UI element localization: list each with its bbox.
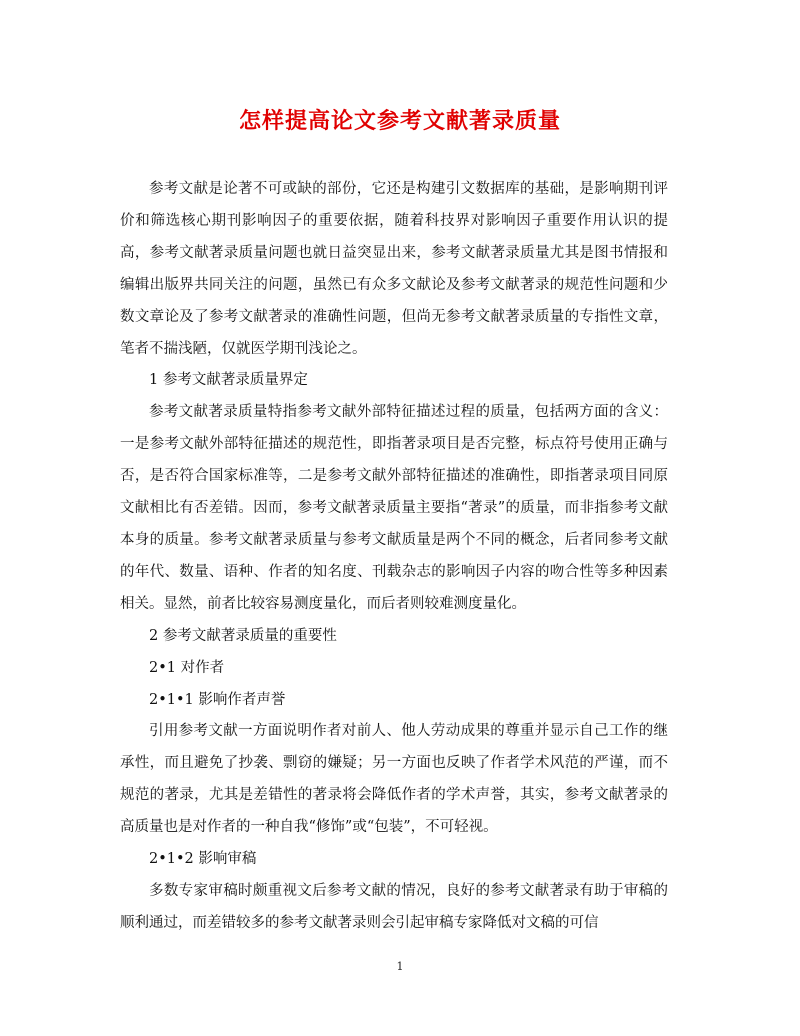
section-heading-1: 1 参考文献著录质量界定 — [149, 372, 308, 389]
paragraph-review: 多数专家审稿时颇重视文后参考文献的情况，良好的参考文献著录有助于审稿的顺利通过，而差错较多的参考文献著录则会引起审稿专家降低对文稿的可信 — [120, 882, 668, 931]
subsection-heading-2-1-1: 2•1•1 影响作者声誉 — [149, 691, 286, 708]
page-number: 1 — [396, 960, 404, 973]
paragraph-intro: 参考文献是论著不可或缺的部份，它还是构建引文数据库的基础，是影响期刊评价和筛选核心期刊影响因子的重要依据，随着科技界对影响因子重要作用认识的提高，参考文献著录质量问题也就日益突显出来，参考文献著录质量尤其是图书情报和编辑出版界共同关注的问题，虽然已有众多文献论及参考文献著录的规范性问题和少数文章论及了参考文献著录的准确性问题，但尚无参考文献著录质量的专指性文章，笔者不揣浅陋，仅就医学期刊浅论之。 — [120, 181, 668, 357]
document-title: 怎样提高论文参考文献著录质量 — [238, 108, 561, 134]
paragraph-author-reputation: 引用参考文献一方面说明作者对前人、他人劳动成果的尊重并显示自己工作的继承性，而且避免了抄袭、剽窃的嫌疑；另一方面也反映了作者学术风范的严谨，而不规范的著录，尤其是差错性的著录将会降低作者的学术声誉，其实，参考文献著录的高质量也是对作者的一种自我“修饰”或“包装”，不可轻视。 — [120, 723, 668, 836]
subsection-heading-2-1-2: 2•1•2 影响审稿 — [149, 851, 257, 868]
document-body — [120, 174, 668, 940]
subsection-heading-2-1: 2•1 对作者 — [149, 659, 225, 676]
paragraph-definition: 参考文献著录质量特指参考文献外部特征描述过程的质量，包括两方面的含义：一是参考文献外部特征描述的规范性，即指著录项目是否完整，标点符号使用正确与否，是否符合国家标准等，二是参考文献外部特征描述的准确性，即指著录项目同原文献相比有否差错。因而，参考文献著录质量主要指“著录”的质量，而非指参考文献本身的质量。参考文献著录质量与参考文献质量是两个不同的概念，后者同参考文献的年代、数量、语种、作者的知名度、刊载杂志的影响因子内容的吻合性等多种因素相关。显然，前者比较容易测度量化，而后者则较难测度量化。 — [120, 404, 668, 612]
section-heading-2: 2 参考文献著录质量的重要性 — [149, 627, 337, 644]
